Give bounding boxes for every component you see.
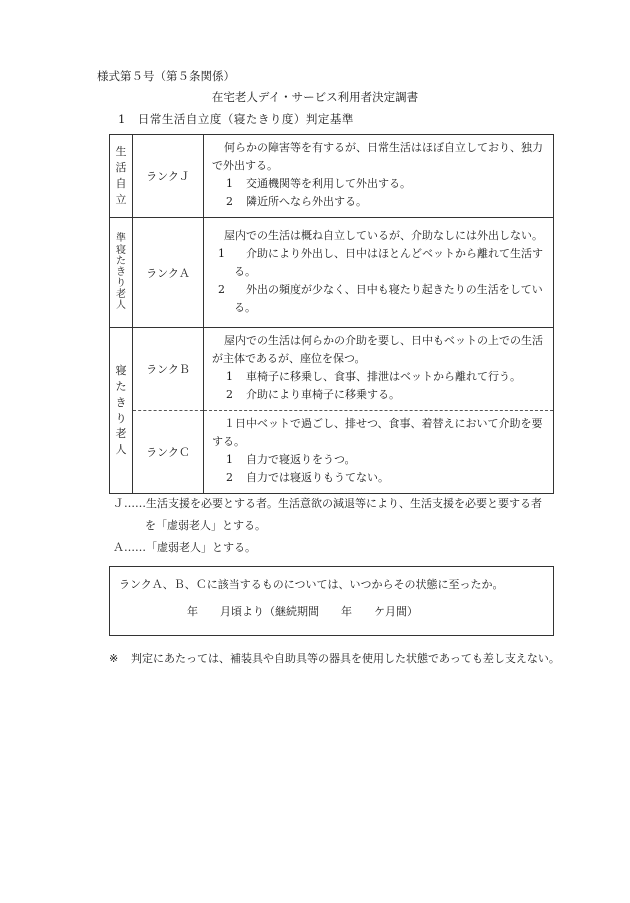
category-bedridden [110,328,133,494]
rank-description-j [204,135,554,218]
bedridden-char: た [115,379,127,393]
note-rank-a: Ａ……「虚弱老人」とする。 [113,541,256,554]
bedridden-char: き [115,395,127,409]
onset-question: ランクＡ、Ｂ、Ｃに該当するものについては、いつからその状態に至ったか。 [119,578,504,591]
remark-text: 判定にあたっては、補装具や自助具等の器具を使用した状態であっても差し支えない。 [131,652,560,665]
document-title: 在宅老人デイ・サービス利用者決定調書 [211,90,419,104]
rank-label-b: ランクＢ [133,328,204,411]
semi_bedridden-char: き [116,266,126,278]
bedridden-char: り [115,411,127,425]
table-row-rank-a [110,218,554,328]
rank-j-lead: 何らかの障害等を有するが、日常生活はほぼ自立しており、独力で外出する。 [212,141,543,172]
semi_bedridden-char: 準 [116,233,126,245]
onset-period: 年 月頃より（継続期間 年 ケ月間） [187,605,418,618]
rank-c-lead: １日中ベットで過ごし、排せつ、食事、着替えにおいて介助を要する。 [212,417,543,448]
independent-char: 立 [115,192,127,206]
rank-c-item-2: 2 自力では寝返りもうてない。 [226,471,389,484]
rank-a-lead: 屋内での生活は概ね自立しているが、介助なしには外出しない。 [224,228,543,242]
note-rank-j: Ｊ……生活支援を必要とする者。生活意欲の減退等により、生活支援を必要と要する者 [113,497,542,510]
table-row-rank-c [110,411,554,494]
note-rank-j-continued: を「虚弱老人」とする。 [145,519,266,532]
form-number: 様式第５号（第５条関係） [97,69,235,83]
rank-notes [113,493,542,559]
rank-description-c [204,411,554,494]
rank-criteria-table [109,134,554,494]
rank-label-c: ランクＣ [133,411,204,494]
rank-b-item-1: 1 車椅子に移乗し、食事、排泄はベットから離れて行う。 [226,370,521,383]
independent-char: 自 [115,177,127,190]
bedridden-char: 人 [115,443,127,457]
rank-a-item-2: 2 外出の頻度が少なく、日中も寝たり起きたりの生活をしている。 [218,282,543,314]
rank-description-b [204,328,554,411]
bedridden-char: 寝 [115,363,127,377]
rank-j-item-2: 2 隣近所へなら外出する。 [226,195,367,208]
rank-a-item-1: 1 介助により外出し、日中はほとんどベットから離れて生活する。 [218,246,543,278]
rank-label-j: ランクＪ [133,135,204,218]
semi_bedridden-char: 老 [116,289,126,301]
rank-b-item-2: 2 介助により車椅子に移乗する。 [226,388,400,401]
semi_bedridden-char: た [116,255,126,267]
category-bedridden-label [110,363,132,459]
rank-description-a [204,218,554,328]
bedridden-char: 老 [115,427,127,441]
rank-b-lead: 屋内での生活は何らかの介助を要し、日中もベットの上での生活が主体であるが、座位を保つ。 [212,334,543,365]
remark [109,648,561,670]
semi_bedridden-char: 寝 [116,244,126,256]
category-semi-bedridden-label [110,233,132,311]
category-independent-label [110,144,132,208]
rank-label-a: ランクＡ [133,218,204,328]
category-independent [110,135,133,218]
independent-char: 生 [115,145,127,159]
section-heading: 1 日常生活自立度（寝たきり度）判定基準 [118,112,354,126]
semi_bedridden-char: り [116,278,126,290]
onset-box [109,566,554,636]
independent-char: 活 [115,161,127,175]
table-row-rank-b [110,328,554,411]
semi_bedridden-char: 人 [116,300,126,312]
rank-c-item-1: 1 自力で寝返りをうつ。 [226,453,356,466]
table-row-rank-j [110,135,554,218]
rank-j-item-1: 1 交通機関等を利用して外出する。 [226,177,411,190]
category-semi-bedridden [110,218,133,328]
remark-mark: ※ [109,652,119,665]
